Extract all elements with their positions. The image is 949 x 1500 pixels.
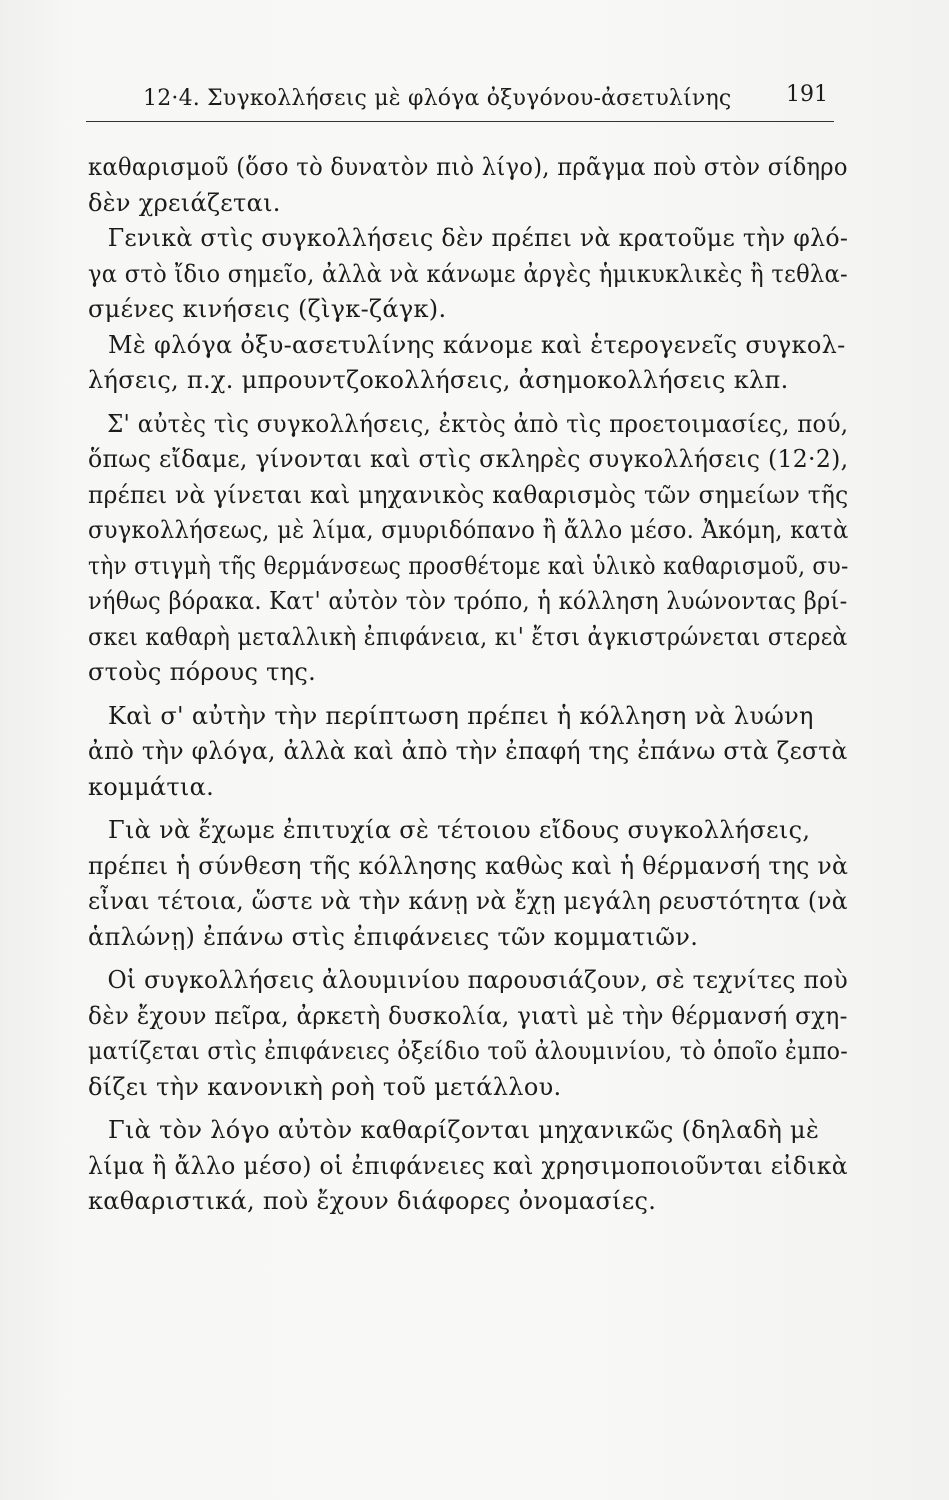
text-line: λήσεις, π.χ. μπρουντζοκολλήσεις, ἀσημοκολλήσεις κλπ. (88, 366, 789, 394)
text-line: ματίζεται στὶς ἐπιφάνειες ὀξείδιο τοῦ ἀλουμινίου, τὸ ὁποῖο ἐμπο- (88, 1037, 849, 1065)
paragraph (88, 813, 848, 955)
text-line: Γιὰ νὰ ἔχωμε ἐπιτυχία σὲ τέτοιου εἴδους συγκολλήσεις, (108, 816, 811, 844)
text-line: ἁπλώνῃ) ἐπάνω στὶς ἐπιφάνειες τῶν κομματιῶν. (88, 922, 699, 951)
running-header (143, 80, 828, 120)
header-rule (86, 121, 834, 122)
text-line: καθαριστικά, ποὺ ἔχουν διάφορες ὀνομασίες. (88, 1187, 657, 1215)
paragraph (88, 699, 848, 806)
text-line: καθαρισμοῦ (ὅσο τὸ δυνατὸν πιὸ λίγο), πρᾶγμα ποὺ στὸν σίδηρο (88, 153, 848, 181)
text-line: ἀπὸ τὴν φλόγα, ἀλλὰ καὶ ἀπὸ τὴν ἐπαφή της ἐπάνω στὰ ζεστὰ (88, 737, 848, 765)
paragraph (88, 221, 848, 328)
text-line: λίμα ἢ ἄλλο μέσο) οἱ ἐπιφάνειες καὶ χρησιμοποιοῦνται εἰδικὰ (88, 1151, 848, 1180)
paragraph (88, 1113, 848, 1220)
text-line: πρέπει νὰ γίνεται καὶ μηχανικὸς καθαρισμὸς τῶν σημείων τῆς (88, 480, 849, 509)
text-line: δίζει τὴν κανονικὴ ροὴ τοῦ μετάλλου. (88, 1072, 562, 1101)
text-line: Γενικὰ στὶς συγκολλήσεις δὲν πρέπει νὰ κρατοῦμε τὴν φλό- (107, 224, 849, 252)
paragraph (88, 150, 848, 221)
text-line: στοὺς πόρους της. (88, 658, 317, 686)
text-line: σκει καθαρὴ μεταλλικὴ ἐπιφάνεια, κι' ἔτσι ἀγκιστρώνεται στερεὰ (88, 622, 848, 651)
text-line: Σ' αὐτὲς τὶς συγκολλήσεις, ἐκτὸς ἀπὸ τὶς προετοιμασίες, πού, (107, 409, 849, 438)
page-number: 191 (786, 82, 828, 107)
text-line: εἶναι τέτοια, ὥστε νὰ τὴν κάνῃ νὰ ἔχῃ μεγάλη ρευστότητα (νὰ (88, 887, 848, 915)
section-title: 12·4. Συγκολλήσεις μὲ φλόγα ὀξυγόνου-ἀσετυλίνης (143, 86, 732, 111)
text-line: Οἱ συγκολλήσεις ἀλουμινίου παρουσιάζουν, σὲ τεχνίτες ποὺ (107, 966, 848, 994)
text-line: τὴν στιγμὴ τῆς θερμάνσεως προσθέτομε καὶ ὑλικὸ καθαρισμοῦ, συ- (88, 551, 849, 580)
text-line: πρέπει ἡ σύνθεση τῆς κόλλησης καθὼς καὶ ἡ θέρμανσή της νὰ (88, 851, 849, 880)
text-line: συγκολλήσεως, μὲ λίμα, σμυριδόπανο ἢ ἄλλο μέσο. Ἀκόμη, κατὰ (88, 516, 849, 544)
paragraph (88, 328, 848, 399)
text-line: Γιὰ τὸν λόγο αὐτὸν καθαρίζονται μηχανικῶς (δηλαδὴ μὲ (108, 1116, 820, 1144)
text-line: δὲν ἔχουν πεῖρα, ἀρκετὴ δυσκολία, γιατὶ μὲ τὴν θέρμανσή σχη- (88, 1001, 848, 1030)
text-line: νήθως βόρακα. Κατ' αὐτὸν τὸν τρόπο, ἡ κόλληση λυώνοντας βρί- (88, 587, 848, 615)
text-line: σμένες κινήσεις (ζὶγκ-ζάγκ). (88, 295, 447, 323)
paragraph (88, 407, 848, 691)
paragraph (88, 963, 848, 1105)
text-line: κομμάτια. (88, 772, 215, 801)
text-line: Μὲ φλόγα ὀξυ-ασετυλίνης κάνομε καὶ ἑτερογενεῖς συγκολ- (108, 330, 846, 359)
text-line: ὅπως εἴδαμε, γίνονται καὶ στὶς σκληρὲς συγκολλήσεις (12·2), (88, 445, 849, 473)
body-text (88, 150, 848, 1220)
text-line: γα στὸ ἴδιο σημεῖο, ἀλλὰ νὰ κάνωμε ἀργὲς ἡμικυκλικὲς ἢ τεθλα- (88, 259, 848, 288)
text-line: Καὶ σ' αὐτὴν τὴν περίπτωση πρέπει ἡ κόλληση νὰ λυώνη (108, 701, 814, 730)
text-line: δὲν χρειάζεται. (88, 188, 281, 217)
